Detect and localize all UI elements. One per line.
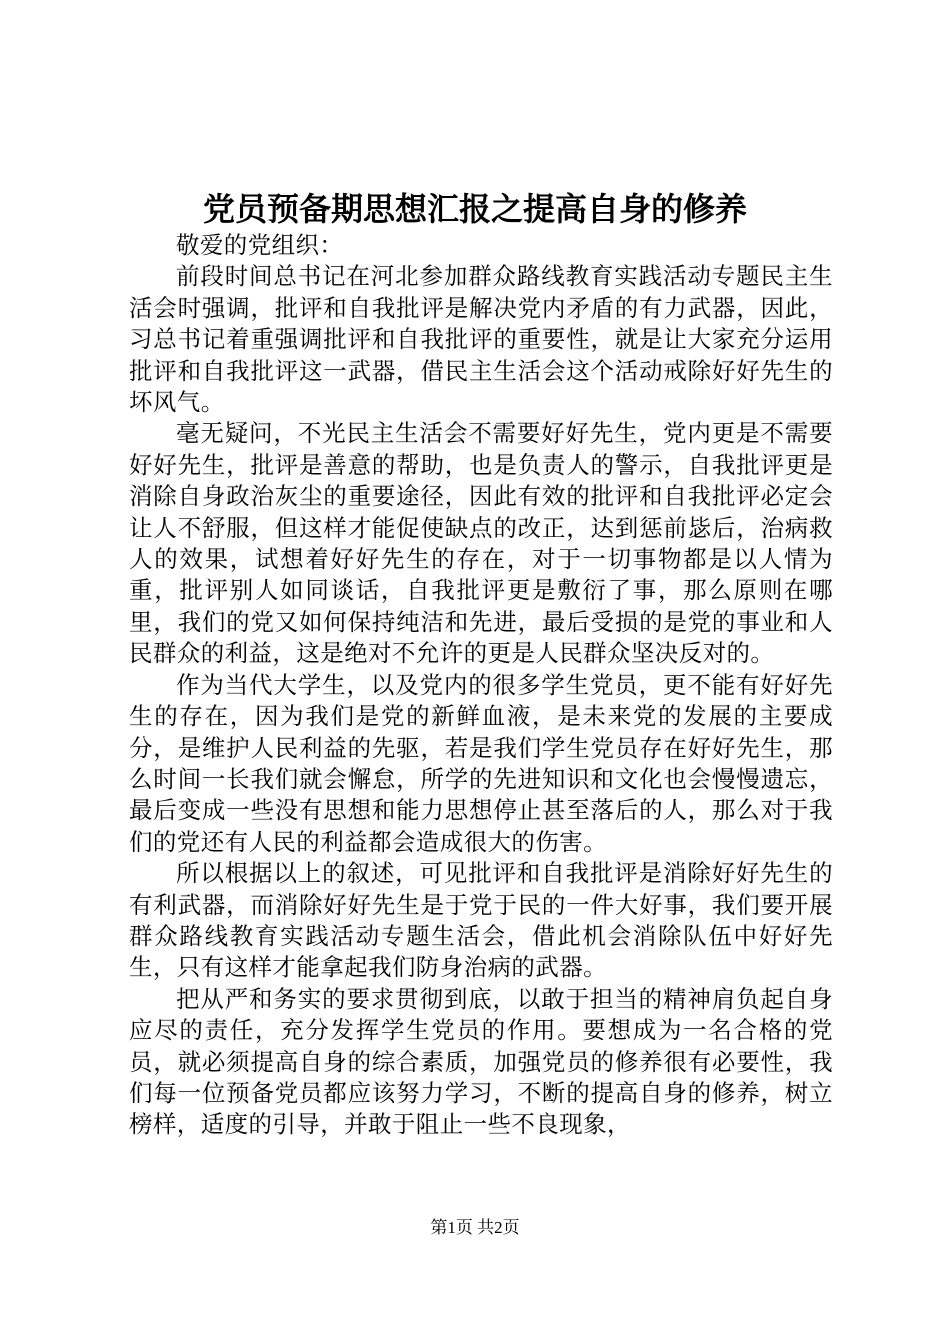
paragraph-4: 所以根据以上的叙述，可见批评和自我批评是消除好好先生的有利武器，而消除好好先生是于党于民的一件大好事，我们要开展群众路线教育实践活动专题生活会，借此机会消除队伍中好好先生，只有这样才能拿起我们防身治病的武器。 — [129, 859, 833, 982]
document-title: 党员预备期思想汇报之提高自身的修养 — [202, 190, 747, 228]
paragraph-1: 前段时间总书记在河北参加群众路线教育实践活动专题民主生活会时强调，批评和自我批评是解决党内矛盾的有力武器，因此，习总书记着重强调批评和自我批评的重要性，就是让大家充分运用批评和自我批评这一武器，借民主生活会这个活动戒除好好先生的坏风气。 — [129, 262, 833, 417]
paragraph-5: 把从严和务实的要求贯彻到底，以敢于担当的精神肩负起自身应尽的责任，充分发挥学生党员的作用。要想成为一名合格的党员，就必须提高自身的综合素质，加强党员的修养很有必要性，我们每一位预备党员都应该努力学习，不断的提高自身的修养，树立榜样，适度的引导，并敢于阻止一些不良现象， — [129, 984, 833, 1139]
document-body — [129, 230, 833, 1141]
paragraph-3: 作为当代大学生，以及党内的很多学生党员，更不能有好好先生的存在，因为我们是党的新鲜血液，是未来党的发展的主要成分，是维护人民利益的先驱，若是我们学生党员存在好好先生，那么时间一长我们就会懈怠，所学的先进知识和文化也会慢慢遗忘，最后变成一些没有思想和能力思想停止甚至落后的人，那么对于我们的党还有人民的利益都会造成很大的伤害。 — [129, 670, 833, 856]
page-footer: 第1页 共2页 — [430, 1218, 520, 1237]
salutation: 敬爱的党组织： — [176, 231, 344, 259]
paragraph-2: 毫无疑问，不光民主生活会不需要好好先生，党内更是不需要好好先生，批评是善意的帮助，也是负责人的警示，自我批评更是消除自身政治灰尘的重要途径，因此有效的批评和自我批评必定会让人不舒服，但这样才能促使缺点的改正，达到惩前毖后，治病救人的效果，试想着好好先生的存在，对于一切事物都是以人情为重，批评别人如同谈话，自我批评更是敷衍了事，那么原则在哪里，我们的党又如何保持纯洁和先进，最后受损的是党的事业和人民群众的利益，这是绝对不允许的更是人民群众坚决反对的。 — [129, 419, 833, 668]
